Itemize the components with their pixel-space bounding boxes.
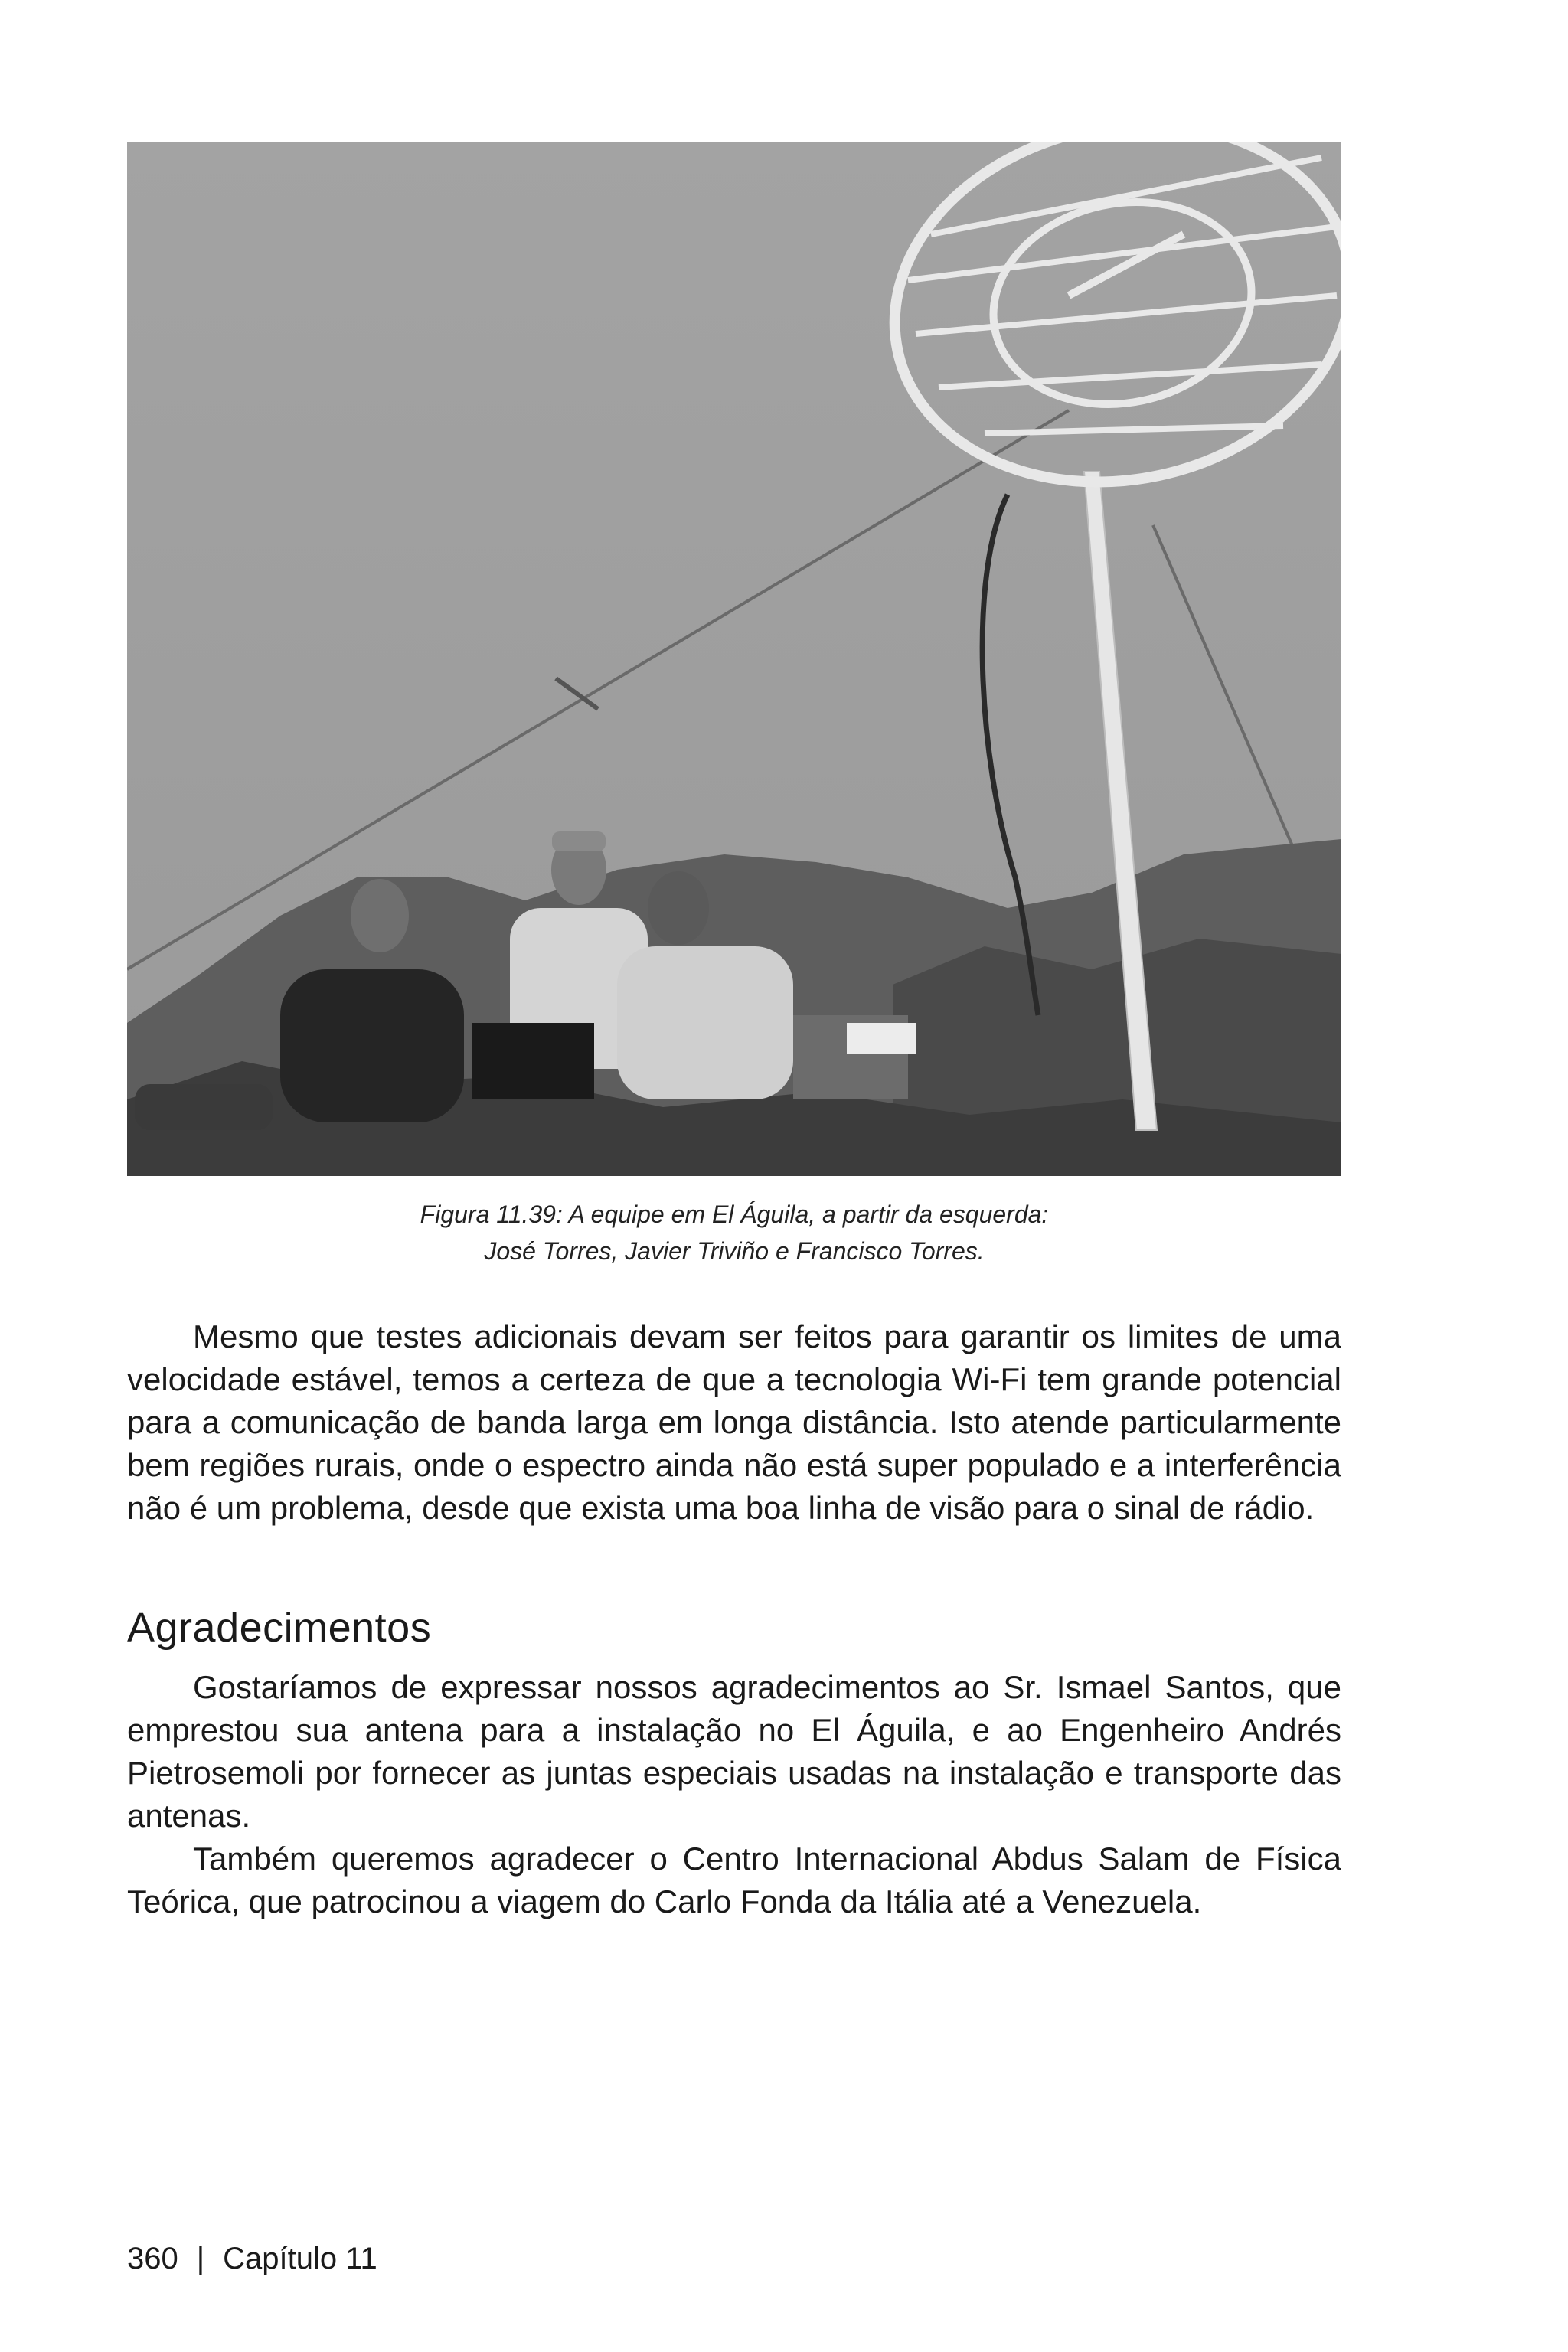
acknowledgements-text [127, 1666, 1341, 1923]
figure-photo [127, 142, 1341, 1176]
photo-team-antenna [127, 142, 1341, 1176]
caption-line-2: José Torres, Javier Triviño e Francisco Torres. [484, 1237, 985, 1265]
page-number: 360 [127, 2242, 178, 2275]
page-footer [127, 2237, 377, 2280]
chapter-label: Capítulo 11 [223, 2242, 377, 2275]
footer-separator: | [196, 2242, 205, 2275]
body-paragraph: Mesmo que testes adicionais devam ser feitos para garantir os limites de uma velocidade estável, temos a certeza de que a tecnologia Wi-Fi tem grande potencial para a comunicação de banda larga em longa distância. Isto atende particularmente bem regiões rurais, onde o espectro ainda não está super populado e a interferência não é um problema, desde que exista uma boa linha de visão para o sinal de rádio. [127, 1318, 1341, 1526]
ack-paragraph-1: Gostaríamos de expressar nossos agradecimentos ao Sr. Ismael Santos, que emprestou sua antena para a instalação no El Águila, e ao Engenheiro Andrés Pietrosemoli por fornecer as juntas especiais usadas na instalação e transporte das antenas. [127, 1669, 1341, 1834]
ack-paragraph-2: Também queremos agradecer o Centro Internacional Abdus Salam de Física Teórica, que patrocinou a viagem do Carlo Fonda da Itália até a Venezuela. [127, 1841, 1341, 1919]
body-paragraph-block [127, 1315, 1341, 1530]
caption-line-1: Figura 11.39: A equipe em El Águila, a partir da esquerda: [420, 1200, 1049, 1228]
figure-caption [127, 1196, 1341, 1269]
section-heading: Agradecimentos [127, 1605, 432, 1651]
